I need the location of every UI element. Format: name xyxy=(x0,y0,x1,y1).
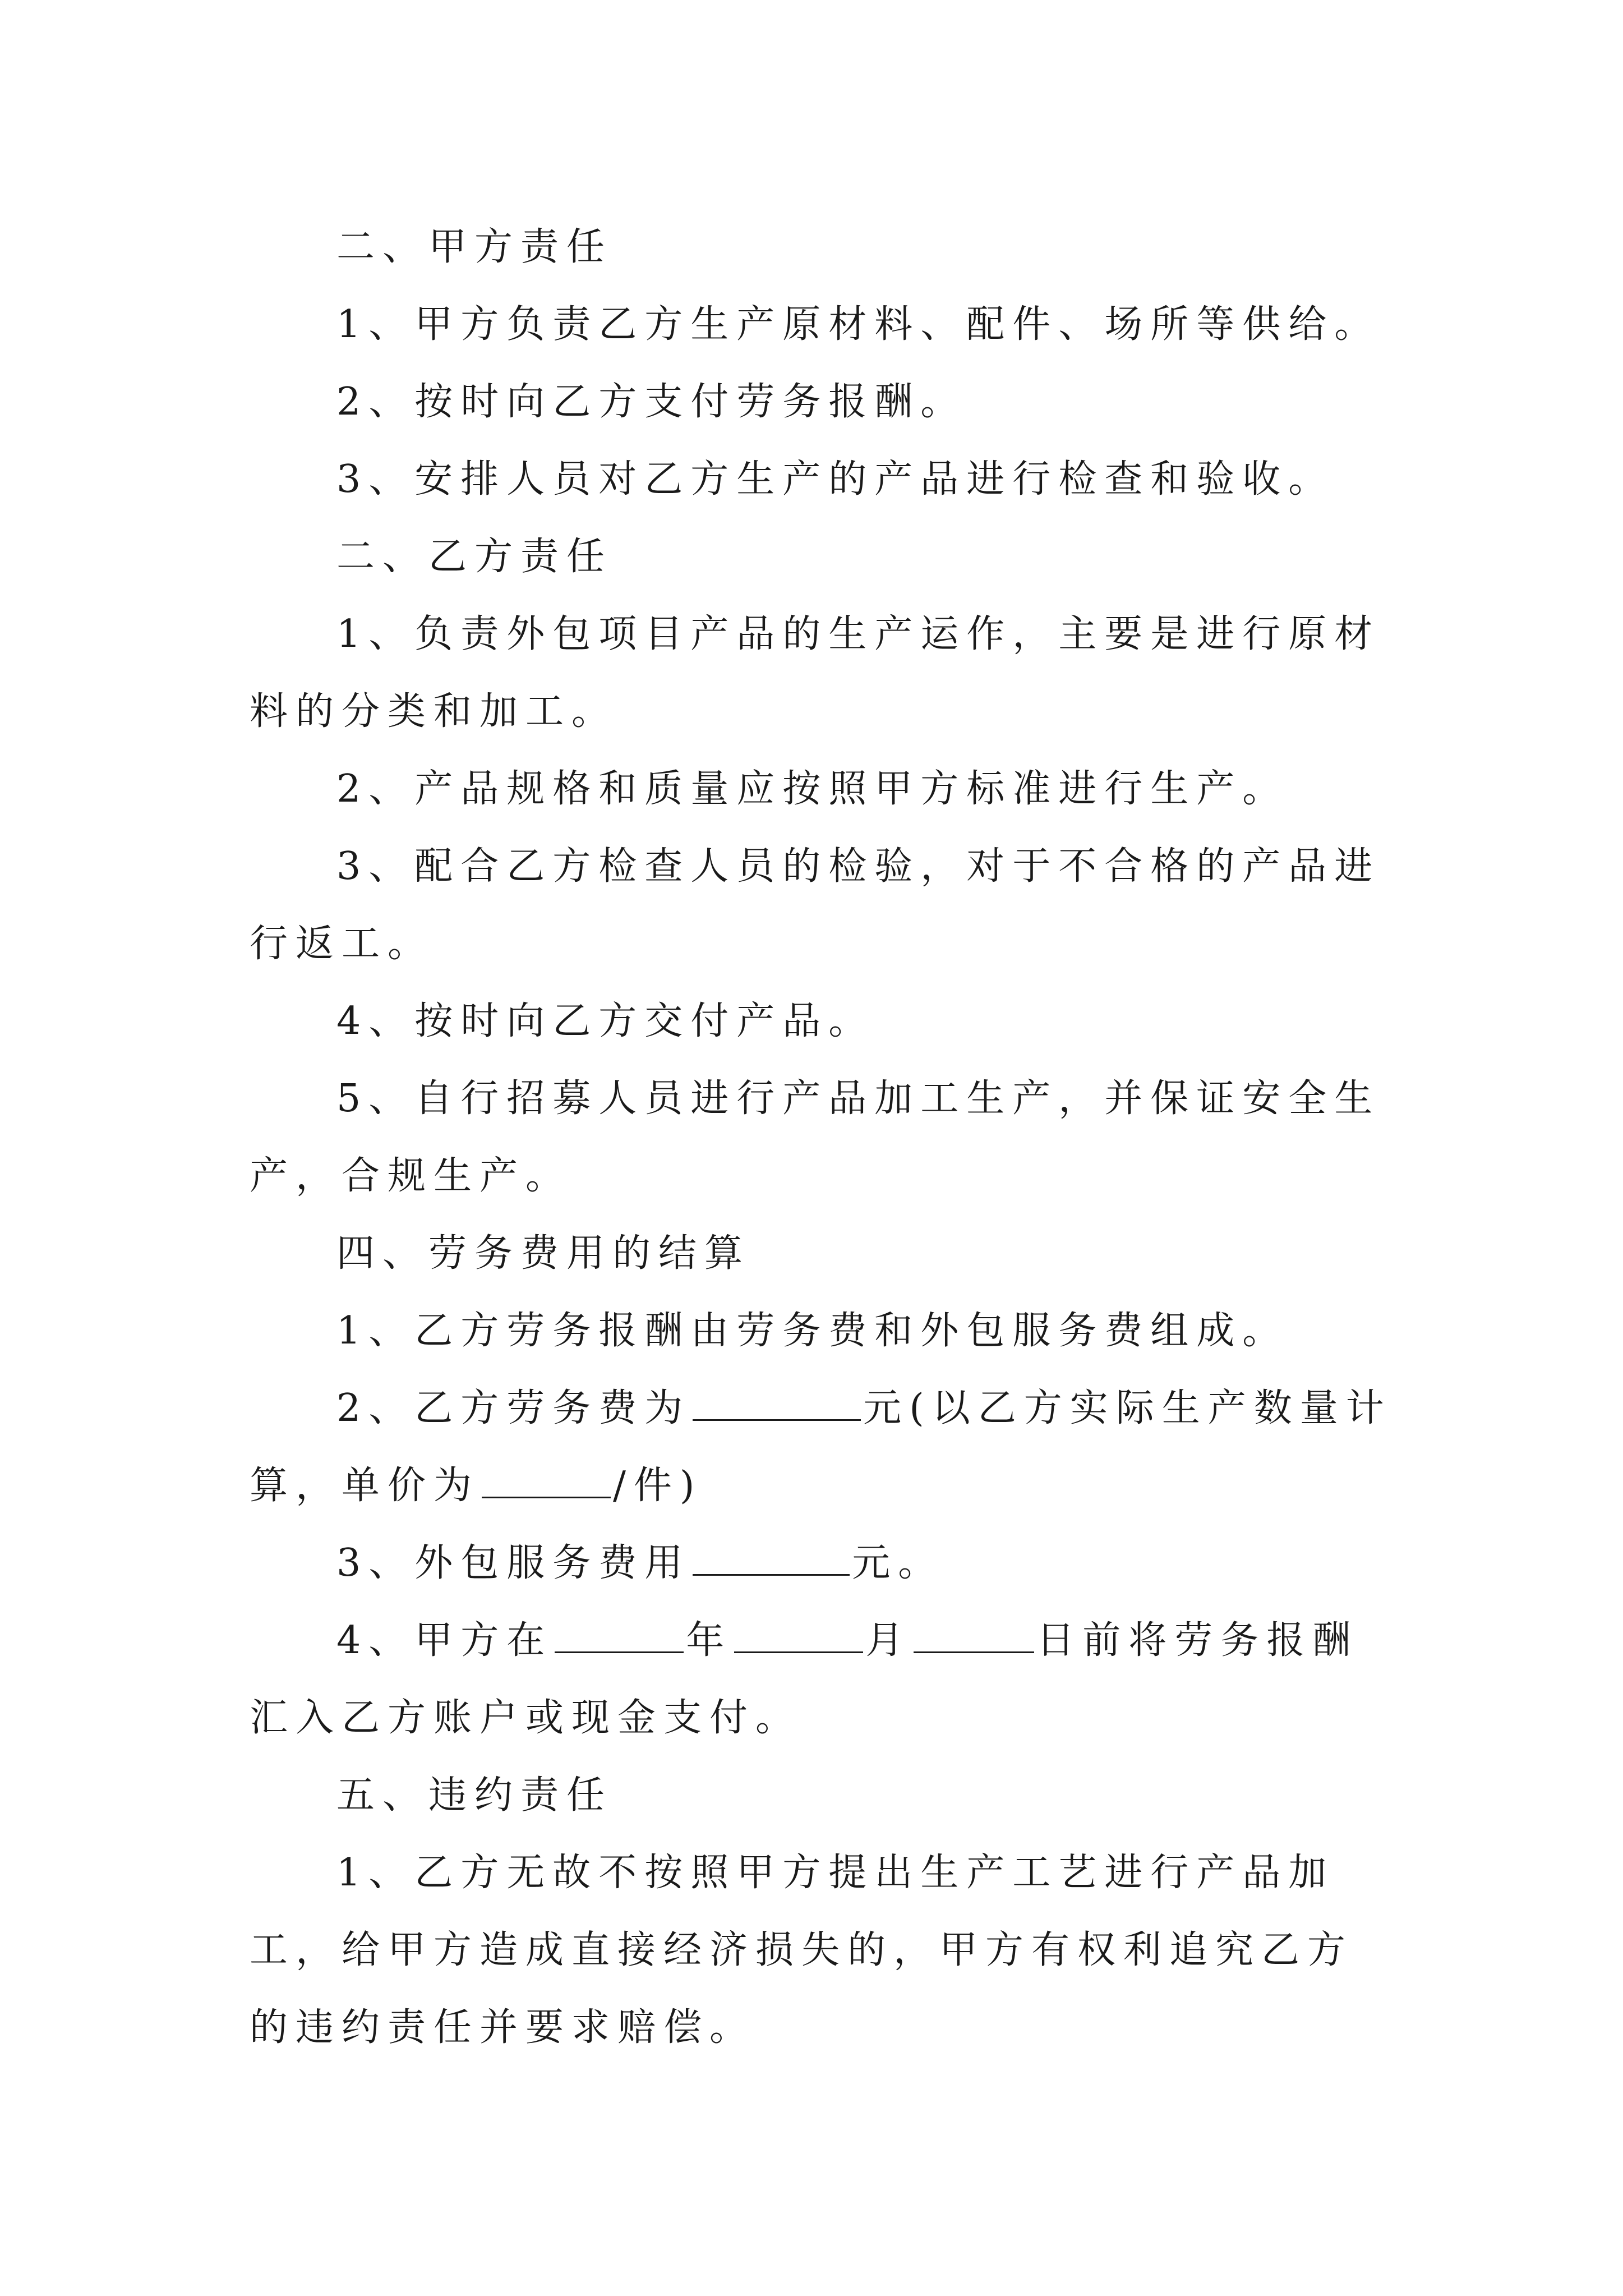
clause-a-2 xyxy=(250,364,1394,441)
clause-b-2 xyxy=(250,751,1394,828)
clause-text: 3、配合乙方检查人员的检验，对于不合格的产品进行返工。 xyxy=(250,844,1381,966)
clause-text: 1、乙方无故不按照甲方提出生产工艺进行产品加工，给甲方造成直接经济损失的，甲方有权利追究乙方的违约责任并要求赔偿。 xyxy=(250,1851,1354,2050)
clause-text: 4、甲方在 xyxy=(336,1618,553,1663)
clause-text: /件) xyxy=(613,1464,703,1508)
clause-text: 年 xyxy=(686,1618,732,1663)
clause-text: 3、安排人员对乙方生产的产品进行检查和验收。 xyxy=(336,457,1335,501)
heading-text: 二、甲方责任 xyxy=(336,225,613,269)
clause-s-4 xyxy=(250,1602,1394,1757)
section-heading-settlement xyxy=(250,1215,1394,1292)
clause-s-2 xyxy=(250,1370,1394,1525)
fill-in-blank-year[interactable] xyxy=(555,1613,684,1653)
clause-text: 4、按时向乙方交付产品。 xyxy=(336,999,875,1043)
fill-in-blank-month[interactable] xyxy=(734,1613,863,1653)
clause-b-1 xyxy=(250,596,1394,751)
clause-a-3 xyxy=(250,441,1394,518)
fill-in-blank-labor-fee[interactable] xyxy=(693,1381,861,1421)
heading-text: 二、乙方责任 xyxy=(336,535,613,579)
clause-a-1 xyxy=(250,286,1394,364)
clause-text: 2、按时向乙方支付劳务报酬。 xyxy=(336,380,967,424)
document-body xyxy=(250,209,1394,2067)
clause-text: 2、乙方劳务费为 xyxy=(336,1386,691,1430)
clause-text: 3、外包服务费用 xyxy=(336,1541,691,1585)
clause-b-5 xyxy=(250,1060,1394,1215)
section-heading-party-b xyxy=(250,518,1394,596)
clause-text: 元。 xyxy=(852,1541,944,1585)
heading-text: 五、违约责任 xyxy=(336,1773,613,1818)
clause-text: 日前将劳务报酬汇入乙方账户或现金支付。 xyxy=(250,1618,1359,1740)
clause-br-1 xyxy=(250,1834,1394,2067)
clause-text: 1、负责外包项目产品的生产运作，主要是进行原材料的分类和加工。 xyxy=(250,612,1381,734)
clause-text: 月 xyxy=(865,1618,912,1663)
section-heading-party-a xyxy=(250,209,1394,286)
clause-text: 1、甲方负责乙方生产原材料、配件、场所等供给。 xyxy=(336,302,1381,347)
clause-text: 2、产品规格和质量应按照甲方标准进行生产。 xyxy=(336,767,1289,811)
fill-in-blank-service-fee[interactable] xyxy=(693,1536,850,1576)
section-heading-breach xyxy=(250,1757,1394,1834)
heading-text: 四、劳务费用的结算 xyxy=(336,1231,751,1276)
clause-s-1 xyxy=(250,1292,1394,1370)
fill-in-blank-unit-price[interactable] xyxy=(482,1458,611,1498)
clause-text: 1、乙方劳务报酬由劳务费和外包服务费组成。 xyxy=(336,1309,1289,1353)
clause-b-3 xyxy=(250,828,1394,983)
clause-text: 元(以乙方实际生产数量计算，单价为 xyxy=(250,1386,1392,1508)
clause-s-3 xyxy=(250,1525,1394,1602)
fill-in-blank-day[interactable] xyxy=(914,1613,1034,1653)
clause-b-4 xyxy=(250,983,1394,1060)
clause-text: 5、自行招募人员进行产品加工生产，并保证安全生产，合规生产。 xyxy=(250,1076,1381,1198)
